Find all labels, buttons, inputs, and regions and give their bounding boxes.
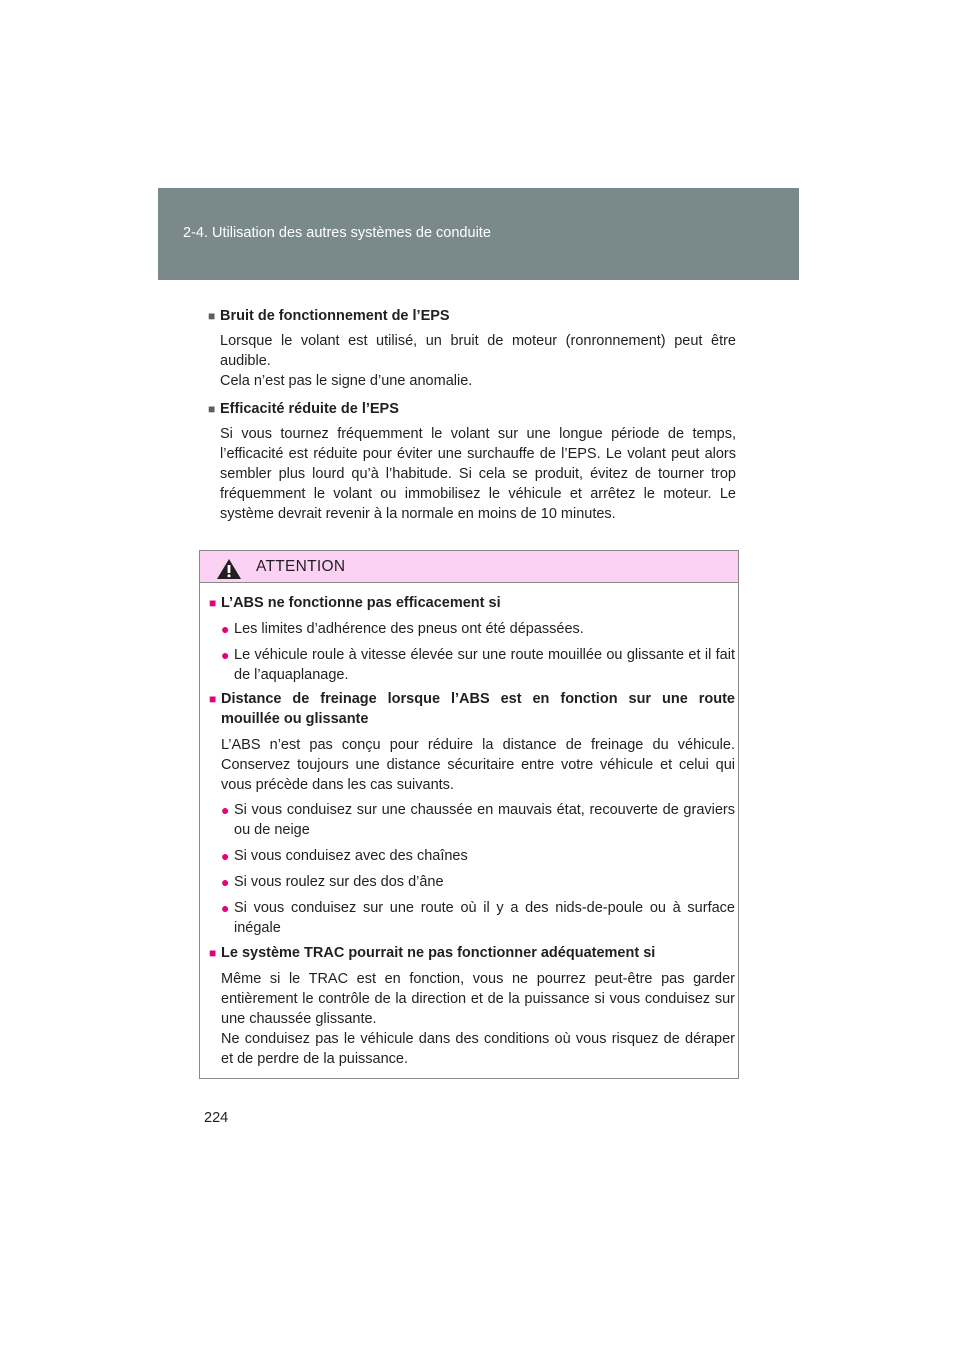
page-number: 224 bbox=[204, 1110, 229, 1126]
circle-bullet-icon: ● bbox=[221, 900, 230, 916]
warning-label: ATTENTION bbox=[256, 558, 346, 575]
list-item: ● Si vous conduisez sur une route où il y a des nids-de-poule ou à surface inégale bbox=[221, 900, 735, 936]
circle-bullet-icon: ● bbox=[221, 874, 230, 890]
square-bullet-icon: ■ bbox=[208, 402, 216, 416]
square-bullet-icon: ■ bbox=[209, 692, 217, 706]
circle-bullet-icon: ● bbox=[221, 621, 230, 637]
body-line: Si vous tournez fréquemment le volant sur une longue période de temps, l’efficacité est réduite pour éviter une surchauffe de l’EPS. Le volant peut alors sembler plus lourd qu’à l’habitude. Si cela se produit, évitez de tourner trop fréquemment le volant ou immobilisez le véhicule et arrêtez le moteur. Le système devrait revenir à la normale en moins de 10 minutes. bbox=[220, 426, 736, 522]
warning-box bbox=[199, 550, 739, 1079]
warning-block-title: ■ Distance de freinage lorsque l’ABS est en fonction sur une route mouillée ou glissante bbox=[209, 691, 735, 727]
section-title: ■ Bruit de fonctionnement de l’EPS bbox=[208, 308, 450, 324]
warning-header bbox=[200, 551, 738, 583]
list-item: ● Le véhicule roule à vitesse élevée sur une route mouillée ou glissante et il fait de l’aquaplanage. bbox=[221, 647, 735, 683]
chapter-header bbox=[158, 188, 799, 280]
section-eps-reduced bbox=[208, 399, 736, 524]
chapter-title: 2-4. Utilisation des autres systèmes de conduite bbox=[183, 225, 491, 241]
warning-block-braking bbox=[209, 689, 735, 729]
warning-block-abs bbox=[209, 593, 735, 613]
section-body bbox=[220, 424, 736, 524]
list-item: ● Les limites d’adhérence des pneus ont été dépassées. bbox=[221, 621, 584, 637]
warning-block-title: ■ L’ABS ne fonctionne pas efficacement si bbox=[209, 595, 501, 611]
list-item: ● Si vous roulez sur des dos d’âne bbox=[221, 874, 444, 890]
body-line: Lorsque le volant est utilisé, un bruit de moteur (ronronnement) peut être audible. bbox=[220, 333, 736, 369]
warning-triangle-icon bbox=[216, 558, 242, 580]
circle-bullet-icon: ● bbox=[221, 848, 230, 864]
square-bullet-icon: ■ bbox=[209, 946, 217, 960]
body-line: Cela n’est pas le signe d’une anomalie. bbox=[220, 373, 473, 389]
warning-paragraph: L’ABS n’est pas conçu pour réduire la distance de freinage du véhicule. Conservez toujours une distance sécuritaire entre votre véhicule et celui qui vous précède dans les cas suivants. bbox=[221, 737, 735, 793]
section-title: ■ Efficacité réduite de l’EPS bbox=[208, 401, 399, 417]
circle-bullet-icon: ● bbox=[221, 802, 230, 818]
warning-block-trac bbox=[209, 943, 735, 963]
warning-block-title: ■ Le système TRAC pourrait ne pas fonctionner adéquatement si bbox=[209, 945, 656, 961]
circle-bullet-icon: ● bbox=[221, 647, 230, 663]
section-eps-noise bbox=[208, 306, 736, 391]
section-body bbox=[220, 331, 736, 391]
square-bullet-icon: ■ bbox=[209, 596, 217, 610]
square-bullet-icon: ■ bbox=[208, 309, 216, 323]
warning-paragraph: Même si le TRAC est en fonction, vous ne pourrez peut-être pas garder entièrement le contrôle de la direction et de la puissance si vous conduisez sur une chaussée glissante. Ne conduisez pas le véhicule dans des conditions où vous risquez de déraper et de perdre de la puissance. bbox=[221, 971, 735, 1067]
list-item: ● Si vous conduisez avec des chaînes bbox=[221, 848, 468, 864]
list-item: ● Si vous conduisez sur une chaussée en mauvais état, recouverte de graviers ou de neige bbox=[221, 802, 735, 838]
